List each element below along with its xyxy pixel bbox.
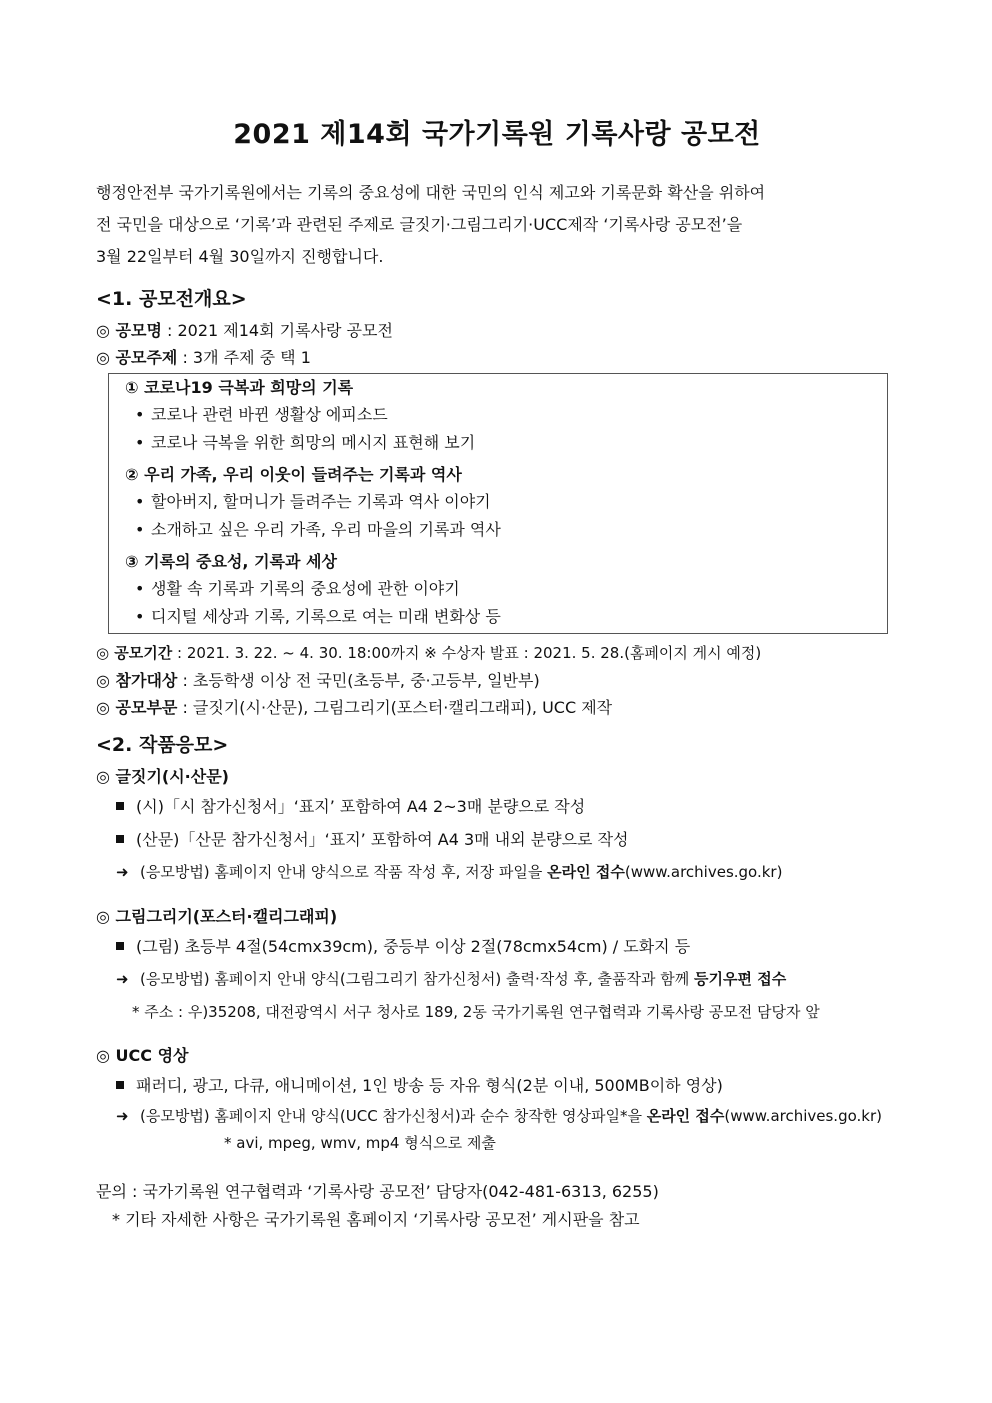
topic-title: ① 코로나19 극복과 희망의 기록 <box>125 378 354 397</box>
ucc-item-text: 패러디, 광고, 다큐, 애니메이션, 1인 방송 등 자유 형식(2분 이내, 500MB이하 영상) <box>136 1076 723 1095</box>
footer-note: * 기타 자세한 사항은 국가기록원 홈페이지 ‘기록사랑 공모전’ 게시판을 참고 <box>112 1210 640 1229</box>
intro-line: 3월 22일부터 4월 30일까지 진행합니다. <box>96 247 384 266</box>
contest-theme <box>96 344 898 371</box>
ucc-method-url: (www.archives.go.kr) <box>724 1107 882 1125</box>
ucc-item <box>96 1069 898 1102</box>
square-bullet-icon <box>116 802 124 810</box>
square-bullet-icon <box>116 1081 124 1089</box>
topic-item: • 소개하고 싶은 우리 가족, 우리 마을의 기록과 역사 <box>125 516 887 544</box>
drawing-label-text: ◎ 그림그리기(포스터·캘리그래피) <box>96 907 338 926</box>
arrow-right-icon: ➜ <box>116 1107 129 1125</box>
drawing-item-text: (그림) 초등부 4절(54cmx39cm), 중등부 이상 2절(78cmx54cm) / 도화지 등 <box>136 937 691 956</box>
topic-item: • 할아버지, 할머니가 들려주는 기록과 역사 이야기 <box>125 488 887 516</box>
arrow-right-icon: ➜ <box>116 970 129 988</box>
contest-category-value: : 글짓기(시·산문), 그림그리기(포스터·캘리그래피), UCC 제작 <box>177 698 613 717</box>
arrow-right-icon: ➜ <box>116 863 129 881</box>
contest-target-label: ◎ 참가대상 <box>96 671 178 690</box>
contest-category <box>96 694 898 721</box>
contest-theme-value: : 3개 주제 중 택 1 <box>177 348 311 367</box>
intro-paragraph <box>96 177 898 273</box>
contest-period-label: ◎ 공모기간 <box>96 644 173 662</box>
contact-info: 문의 : 국가기록원 연구협력과 ‘기록사랑 공모전’ 담당자(042-481-6313, 6255) <box>96 1182 659 1201</box>
ucc-label-text: ◎ UCC 영상 <box>96 1046 189 1065</box>
ucc-label <box>96 1042 898 1069</box>
drawing-method <box>96 963 898 996</box>
topic-title: ② 우리 가족, 우리 이웃이 들려주는 기록과 역사 <box>125 465 462 484</box>
topic-item: • 디지털 세상과 기록, 기록으로 여는 미래 변화상 등 <box>125 603 887 631</box>
topic-box <box>108 373 888 634</box>
topic-title: ③ 기록의 중요성, 기록과 세상 <box>125 552 337 571</box>
ucc-method <box>96 1102 898 1130</box>
topic-item: • 생활 속 기록과 기록의 중요성에 관한 이야기 <box>125 575 887 603</box>
contest-target-value: : 초등학생 이상 전 국민(초등부, 중·고등부, 일반부) <box>177 671 540 690</box>
drawing-item <box>96 930 898 963</box>
contest-period <box>96 640 898 667</box>
drawing-address: * 주소 : 우)35208, 대전광역시 서구 청사로 189, 2동 국가기록원 연구협력과 기록사랑 공모전 담당자 앞 <box>132 1003 820 1021</box>
section1-heading: <1. 공모전개요> <box>96 288 247 310</box>
writing-method <box>96 856 898 889</box>
drawing-label <box>96 903 898 930</box>
writing-item <box>96 823 898 856</box>
square-bullet-icon <box>116 835 124 843</box>
writing-method-text: (응모방법) 홈페이지 안내 양식으로 작품 작성 후, 저장 파일을 <box>140 863 548 881</box>
contest-theme-label: ◎ 공모주제 <box>96 348 178 367</box>
topic-item: • 코로나 극복을 위한 희망의 메시지 표현해 보기 <box>125 429 887 457</box>
drawing-method-text: (응모방법) 홈페이지 안내 양식(그림그리기 참가신청서) 출력·작성 후, 출품작과 함께 <box>140 970 695 988</box>
intro-line: 행정안전부 국가기록원에서는 기록의 중요성에 대한 국민의 인식 제고와 기록문화 확산을 위하여 <box>96 183 766 202</box>
ucc-method-bold: 온라인 접수 <box>646 1107 725 1125</box>
drawing-method-bold: 등기우편 접수 <box>694 970 787 988</box>
writing-item <box>96 790 898 823</box>
ucc-method-text: (응모방법) 홈페이지 안내 양식(UCC 참가신청서)과 순수 창작한 영상파일*을 <box>140 1107 647 1125</box>
document-title: 2021 제14회 국가기록원 기록사랑 공모전 <box>233 119 761 150</box>
writing-label-text: ◎ 글짓기(시·산문) <box>96 767 229 786</box>
writing-item-text: (산문)「산문 참가신청서」‘표지’ 포함하여 A4 3매 내외 분량으로 작성 <box>136 830 629 849</box>
writing-item-text: (시)「시 참가신청서」‘표지’ 포함하여 A4 2~3매 분량으로 작성 <box>136 797 586 816</box>
contest-name-label: ◎ 공모명 <box>96 321 162 340</box>
intro-line: 전 국민을 대상으로 ‘기록’과 관련된 주제로 글짓기·그림그리기·UCC제작 ‘기록사랑 공모전’을 <box>96 215 743 234</box>
writing-method-bold: 온라인 접수 <box>547 863 625 881</box>
writing-method-url: (www.archives.go.kr) <box>624 863 783 881</box>
section2-heading: <2. 작품응모> <box>96 734 229 756</box>
contest-period-value: : 2021. 3. 22. ~ 4. 30. 18:00까지 ※ 수상자 발표 : 2021. 5. 28.(홈페이지 게시 예정) <box>172 644 762 662</box>
square-bullet-icon <box>116 942 124 950</box>
contest-name <box>96 317 898 344</box>
contest-name-value: : 2021 제14회 기록사랑 공모전 <box>161 321 393 340</box>
writing-label <box>96 763 898 790</box>
document-page <box>96 112 898 1233</box>
contest-category-label: ◎ 공모부문 <box>96 698 178 717</box>
contest-target <box>96 667 898 694</box>
topic-item: • 코로나 관련 바뀐 생활상 에피소드 <box>125 401 887 429</box>
ucc-format-note: * avi, mpeg, wmv, mp4 형식으로 제출 <box>224 1134 496 1152</box>
